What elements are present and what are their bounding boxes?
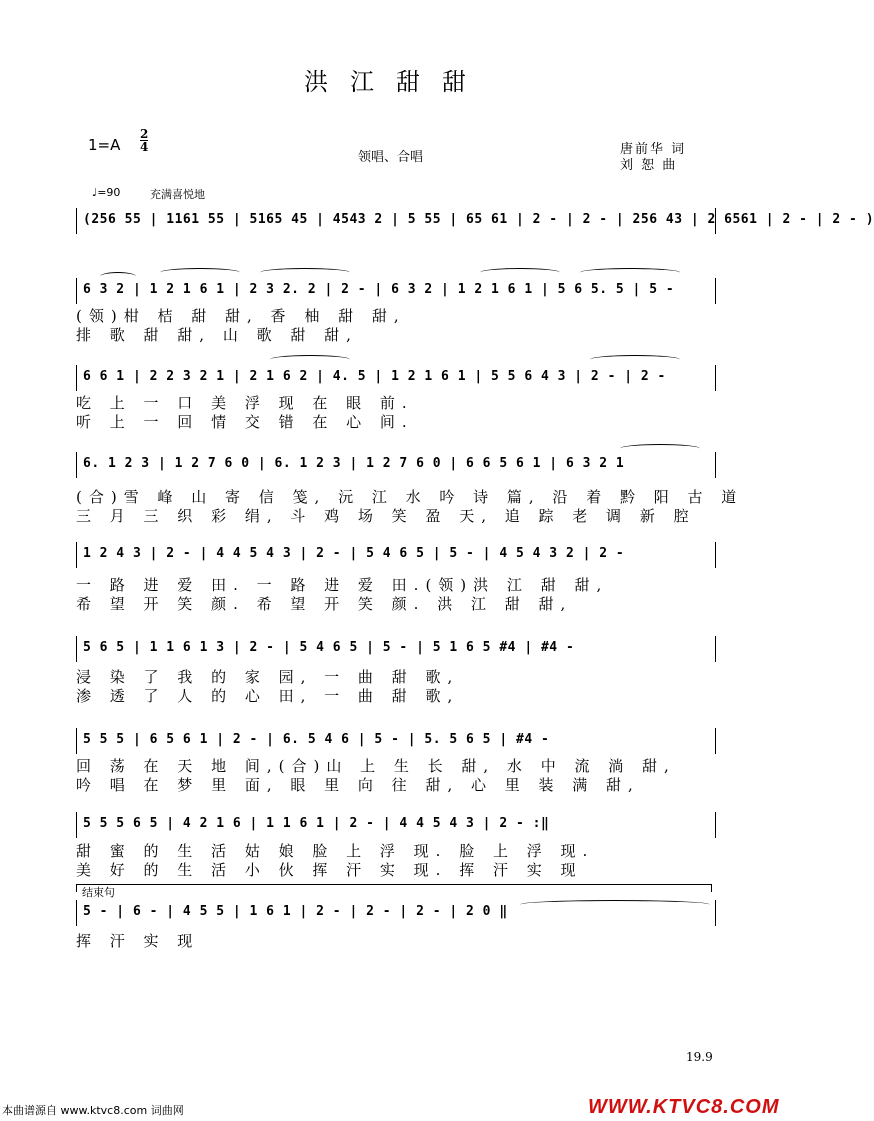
meter-top: 2 <box>140 127 149 141</box>
staff-row-1: 6 3 2 | 1 2 1 6 1 | 2 3 2. 2 | 2 - | 6 3 2 | 1 2 1 6 1 | 5 6 5. 5 | 5 - <box>76 278 716 304</box>
staff-row-3: 6. 1 2 3 | 1 2 7 6 0 | 6. 1 2 3 | 1 2 7 6 0 | 6 6 5 6 1 | 6 3 2 1 <box>76 452 716 478</box>
lyric-line: 渗 透 了 人 的 心 田, 一 曲 甜 歌, <box>76 687 460 705</box>
lyric-line: 听 上 一 回 情 交 错 在 心 间. <box>76 413 414 431</box>
staff-row-4: 1 2 4 3 | 2 - | 4 4 5 4 3 | 2 - | 5 4 6 5 | 5 - | 4 5 4 3 2 | 2 - <box>76 542 716 568</box>
slur <box>160 268 240 277</box>
coda-bracket <box>76 884 712 892</box>
slur <box>480 268 560 277</box>
staff-intro: (256 55 | 1161 55 | 5165 45 | 4543 2 | 5 55 | 65 61 | 2 - | 2 - | 256 43 | 2 6561 | 2 - | 2 - ) <box>76 208 716 234</box>
staff-row-7: 5 5 5 6 5 | 4 2 1 6 | 1 1 6 1 | 2 - | 4 4 5 4 3 | 2 - :‖ <box>76 812 716 838</box>
lyric-line: (合)雪 峰 山 寄 信 笺, 沅 江 水 吟 诗 篇, 沿 着 黔 阳 古 道 <box>76 488 744 506</box>
lyric-line: 挥 汗 实 现 <box>76 932 200 950</box>
source-credit: 本曲谱源自 www.ktvc8.com 词曲网 <box>2 1104 184 1117</box>
page-number: 19.9 <box>686 1050 713 1064</box>
slur <box>100 272 136 281</box>
expression-marking: 充满喜悦地 <box>150 189 205 201</box>
staff-row-6: 5 5 5 | 6 5 6 1 | 2 - | 6. 5 4 6 | 5 - | 5. 5 6 5 | #4 - <box>76 728 716 754</box>
tempo-marking: ♩=90 <box>92 186 121 199</box>
lyric-line: 一 路 进 爱 田. 一 路 进 爱 田.(领)洪 江 甜 甜, <box>76 576 609 594</box>
slur <box>260 268 350 277</box>
key-signature: 1=A <box>88 136 121 154</box>
lyric-line: 浸 染 了 我 的 家 园, 一 曲 甜 歌, <box>76 668 460 686</box>
lyric-line: 吃 上 一 口 美 浮 现 在 眼 前. <box>76 394 414 412</box>
lyric-line: 排 歌 甜 甜, 山 歌 甜 甜, <box>76 326 358 344</box>
meter-bottom: 4 <box>140 140 149 154</box>
slur <box>270 355 350 364</box>
site-logo: WWW.KTVC8.COM <box>588 1096 780 1118</box>
lyric-line: 甜 蜜 的 生 活 姑 娘 脸 上 浮 现. 脸 上 浮 现. <box>76 842 595 860</box>
coda-label: 结束句 <box>82 886 115 899</box>
slur <box>520 900 710 909</box>
lyric-line: 希 望 开 笑 颜. 希 望 开 笑 颜. 洪 江 甜 甜, <box>76 595 573 613</box>
slur <box>620 444 700 453</box>
lyricist-credit: 唐前华 词 <box>620 142 687 157</box>
lyric-line: 三 月 三 织 彩 绢, 斗 鸡 场 笑 盈 天, 追 踪 老 调 新 腔 <box>76 507 696 525</box>
slur <box>590 355 680 364</box>
lyric-line: 回 荡 在 天 地 间,(合)山 上 生 长 甜, 水 中 流 淌 甜, <box>76 757 676 775</box>
staff-row-5: 5 6 5 | 1 1 6 1 3 | 2 - | 5 4 6 5 | 5 - | 5 1 6 5 #4 | #4 - <box>76 636 716 662</box>
lyric-line: (领)柑 桔 甜 甜, 香 柚 甜 甜, <box>76 307 406 325</box>
slur <box>580 268 680 277</box>
lyric-line: 美 好 的 生 活 小 伙 挥 汗 实 现. 挥 汗 实 现 <box>76 861 583 879</box>
composer-credit: 刘 恕 曲 <box>620 158 678 173</box>
staff-row-2: 6 6 1 | 2 2 3 2 1 | 2 1 6 2 | 4. 5 | 1 2 1 6 1 | 5 5 6 4 3 | 2 - | 2 - <box>76 365 716 391</box>
staff-coda: 5 - | 6 - | 4 5 5 | 1 6 1 | 2 - | 2 - | 2 - | 2 0 ‖ <box>76 900 716 926</box>
song-title: 洪江甜甜 <box>304 68 488 96</box>
time-signature <box>140 128 148 153</box>
lyric-line: 吟 唱 在 梦 里 面, 眼 里 向 往 甜, 心 里 装 满 甜, <box>76 776 640 794</box>
performance-type: 领唱、合唱 <box>358 150 424 165</box>
